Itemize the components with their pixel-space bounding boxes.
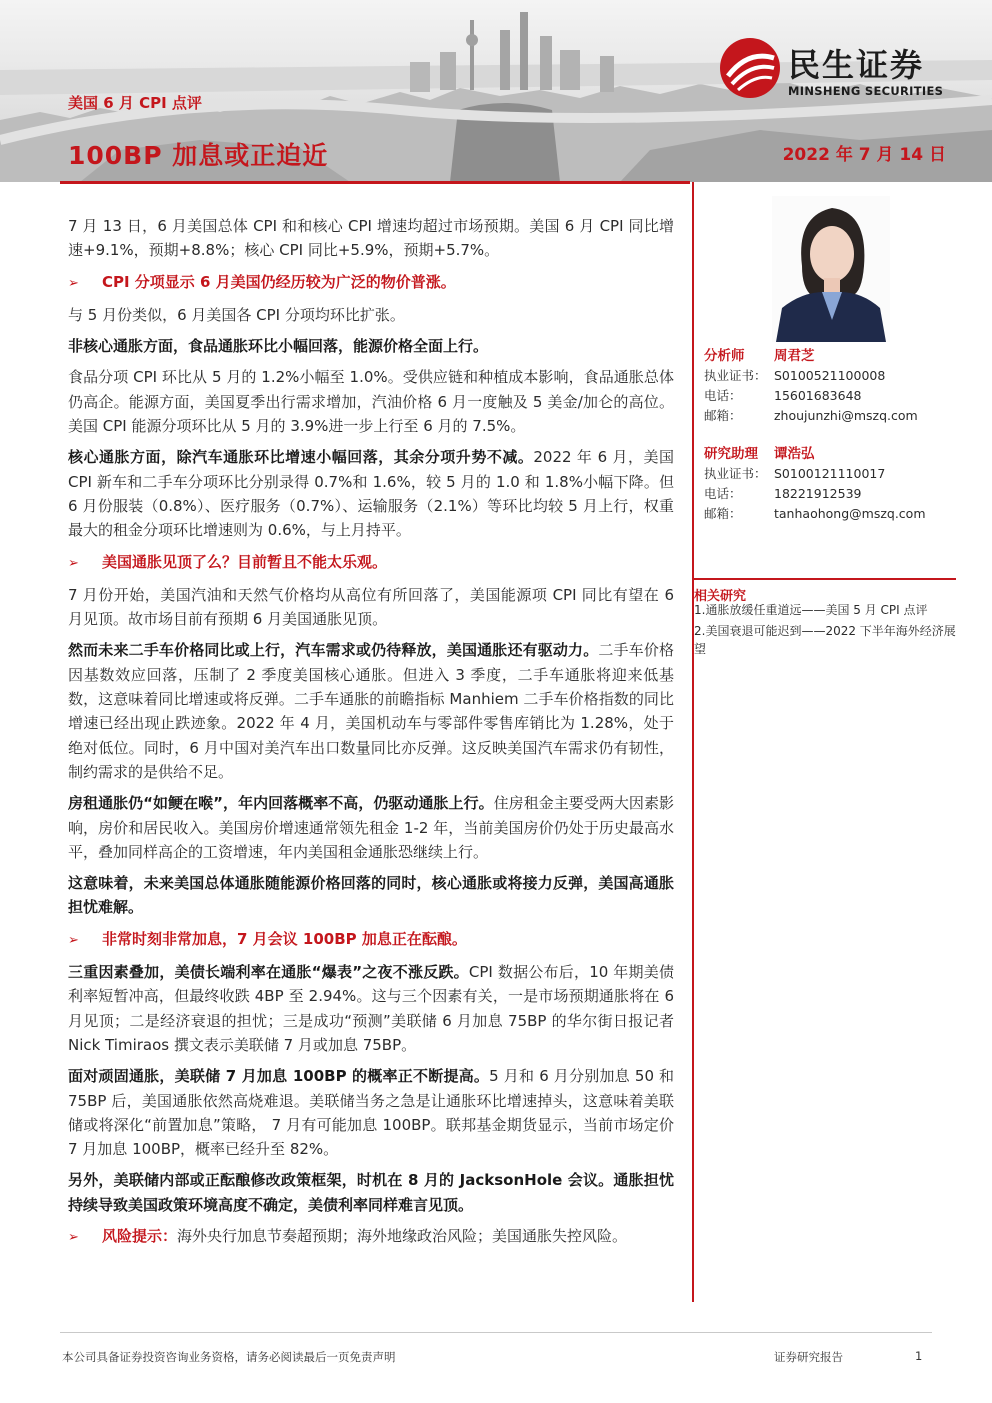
section-bullet bbox=[68, 270, 674, 296]
cert-label: 执业证书： bbox=[704, 466, 767, 481]
paragraph: 7 月份开始，美国汽油和天然气价格均从高位有所回落了，美国能源项 CPI 同比有望在 6 月见顶。故市场目前有预期 6 月美国通胀见顶。 bbox=[68, 585, 674, 629]
related-research-link[interactable]: 2.美国衰退可能迟到——2022 下半年海外经济展望 bbox=[694, 623, 956, 656]
footer-divider bbox=[60, 1332, 932, 1333]
bold-lead: 非核心通胀方面，食品通胀环比小幅回落，能源价格全面上行。 bbox=[68, 337, 489, 356]
paragraph-text: 二手车价格因基数效应回落，压制了 2 季度美国核心通胀。但进入 3 季度，二手车通胀将迎来低基数，这意味着同比增速或将反弹。二手车通胀的前瞻指标 Manhiem 二手车价格指数的同比增速已经出现止跌迹象。2022 年 4 月，美国机动车与零部件零售库销比为 1.28%，处于绝对低位。同时，6 月中国对美汽车出口数量同比亦反弹。这反映美国汽车需求仍有韧性，制约需求的是供给不足。 bbox=[68, 641, 674, 781]
analyst-card-2 bbox=[704, 444, 964, 524]
risk-warning bbox=[68, 1224, 674, 1250]
paragraph bbox=[68, 638, 674, 784]
paragraph: 与 5 月份类似，6 月美国各 CPI 分项均环比扩张。 bbox=[68, 305, 405, 324]
risk-text: 海外央行加息节奏超预期；海外地缘政治风险；美国通胀失控风险。 bbox=[177, 1226, 628, 1245]
paragraph bbox=[68, 791, 674, 864]
risk-label: 风险提示： bbox=[102, 1226, 178, 1245]
paragraph bbox=[68, 1168, 674, 1217]
paragraph bbox=[68, 960, 674, 1057]
bold-lead: 然而未来二手车价格同比或上行，汽车需求或仍待释放，美国通胀还有驱动力。 bbox=[68, 641, 599, 660]
email-link[interactable]: tanhaohong@mszq.com bbox=[774, 506, 926, 521]
phone-label: 电话： bbox=[704, 486, 742, 501]
report-title: 100BP 加息或正迫近 bbox=[68, 141, 329, 170]
minsheng-logo-icon bbox=[718, 36, 782, 100]
cert-number: S0100121110017 bbox=[774, 466, 886, 481]
email-link[interactable]: zhoujunzhi@mszq.com bbox=[774, 408, 918, 423]
cert-label: 执业证书： bbox=[704, 368, 767, 383]
arrow-icon: ➢ bbox=[68, 1229, 79, 1245]
paragraph-text: CPI 数据公布后，10 年期美债利率短暂冲高，但最终收跌 4BP 至 2.94%。这与三个因素有关，一是市场预期通胀将在 6 月见顶；二是经济衰退的担忧；三是成功“预测”美联储 6 月加息 75BP 的华尔街日报记者 Nick Timiraos 撰文表示美联储 7 月或加息 75BP。 bbox=[68, 963, 674, 1054]
bold-lead: 面对顽固通胀，美联储 7 月加息 100BP 的概率正不断提高。 bbox=[68, 1067, 490, 1086]
related-research-title: 相关研究 bbox=[694, 578, 956, 604]
paragraph bbox=[68, 871, 674, 920]
section-bullet bbox=[68, 550, 674, 576]
bullet-text: CPI 分项显示 6 月美国仍经历较为广泛的物价普涨。 bbox=[102, 272, 456, 291]
analyst-name: 谭浩弘 bbox=[774, 446, 815, 462]
section-bullet bbox=[68, 927, 674, 953]
analyst-card-1 bbox=[704, 346, 964, 426]
column-divider bbox=[692, 182, 694, 1302]
paragraph bbox=[68, 334, 674, 358]
arrow-icon: ➢ bbox=[68, 555, 79, 571]
paragraph-text: 住房租金主要受两大因素影响，房价和居民收入。美国房价增速通常领先租金 1-2 年，当前美国房价仍处于历史最高水平，叠加同样高企的工资增速，年内美国租金通胀恐继续上行。 bbox=[68, 794, 674, 861]
bold-lead: 房租通胀仍“如鲠在喉”，年内回落概率不高，仍驱动通胀上行。 bbox=[68, 794, 494, 813]
footer-disclaimer: 本公司具备证券投资咨询业务资格，请务必阅读最后一页免责声明 bbox=[62, 1350, 396, 1364]
analyst-role: 分析师 bbox=[704, 348, 745, 364]
arrow-icon: ➢ bbox=[68, 932, 79, 948]
report-date: 2022 年 7 月 14 日 bbox=[782, 145, 946, 165]
bold-lead: 这意味着，未来美国总体通胀随能源价格回落的同时，核心通胀或将接力反弹，美国高通胀担忧难解。 bbox=[68, 874, 674, 917]
paragraph bbox=[68, 445, 674, 542]
brand-logo bbox=[718, 36, 968, 106]
arrow-icon: ➢ bbox=[68, 275, 79, 291]
bold-lead: 核心通胀方面，除汽车通胀环比增速小幅回落，其余分项升势不减。 bbox=[68, 448, 534, 467]
email-label: 邮箱： bbox=[704, 506, 742, 521]
analyst-role: 研究助理 bbox=[704, 446, 758, 462]
bullet-text: 美国通胀见顶了么？目前暂且不能太乐观。 bbox=[102, 552, 388, 571]
cert-number: S0100521100008 bbox=[774, 368, 886, 383]
paragraph-text: 5 月和 6 月分别加息 50 和 75BP 后，美国通胀依然高烧难退。美联储当务之急是让通胀环比增速掉头，这意味着美联储或将深化“前置加息”策略， 7 月有可能加息 100BP。联邦基金期货显示，当前市场定价 7 月加息 100BP，概率已经升至 82%。 bbox=[68, 1067, 674, 1159]
phone-label: 电话： bbox=[704, 388, 742, 403]
phone-number: 15601683648 bbox=[774, 388, 862, 403]
paragraph: 7 月 13 日，6 月美国总体 CPI 和和核心 CPI 增速均超过市场预期。美国 6 月 CPI 同比增速+9.1%，预期+8.8%；核心 CPI 同比+5.9%，预期+5.7%。 bbox=[68, 217, 674, 260]
header-red-rule bbox=[60, 181, 690, 184]
bold-lead: 三重因素叠加，美债长端利率在通胀“爆表”之夜不涨反跌。 bbox=[68, 963, 469, 982]
related-research-list bbox=[694, 601, 964, 661]
analyst-photo bbox=[772, 196, 890, 342]
analyst-portrait-image bbox=[772, 196, 890, 342]
page-number: 1 bbox=[915, 1349, 923, 1363]
main-content bbox=[68, 214, 674, 1257]
bold-lead: 另外，美联储内部或正酝酿修改政策框架，时机在 8 月的 JacksonHole 会议。通胀担忧持续导致美国政策环境高度不确定，美债利率同样难言见顶。 bbox=[68, 1171, 674, 1214]
analyst-name: 周君芝 bbox=[774, 348, 815, 364]
brand-name-en: MINSHENG SECURITIES bbox=[788, 84, 944, 98]
paragraph bbox=[68, 1064, 674, 1161]
related-research-link[interactable]: 1.通胀放缓任重道远——美国 5 月 CPI 点评 bbox=[694, 603, 928, 617]
brand-name-cn: 民生证券 bbox=[788, 46, 925, 84]
email-label: 邮箱： bbox=[704, 408, 742, 423]
paragraph-text: 2022 年 6 月，美国 CPI 新车和二手车分项环比分别录得 0.7%和 1.6%，较 5 月的 1.0 和 1.8%小幅下降。但 6 月份服装（0.8%）、医疗服务（0.7%）、运输服务（2.1%）等环比均较 5 月上行，权重最大的租金分项环比增速则为 0.6%，与上月持平。 bbox=[68, 448, 674, 540]
report-type-label: 美国 6 月 CPI 点评 bbox=[68, 94, 202, 112]
phone-number: 18221912539 bbox=[774, 486, 862, 501]
bullet-text: 非常时刻非常加息，7 月会议 100BP 加息正在酝酿。 bbox=[102, 929, 467, 948]
footer-report-type: 证券研究报告 bbox=[774, 1350, 843, 1364]
paragraph: 食品分项 CPI 环比从 5 月的 1.2%小幅至 1.0%。受供应链和种植成本影响，食品通胀总体仍高企。能源方面，美国夏季出行需求增加，汽油价格 6 月一度触及 5 美金/加仑的高位。美国 CPI 能源分项环比从 5 月的 3.9%进一步上行至 6 月的 7.5%。 bbox=[68, 368, 674, 436]
